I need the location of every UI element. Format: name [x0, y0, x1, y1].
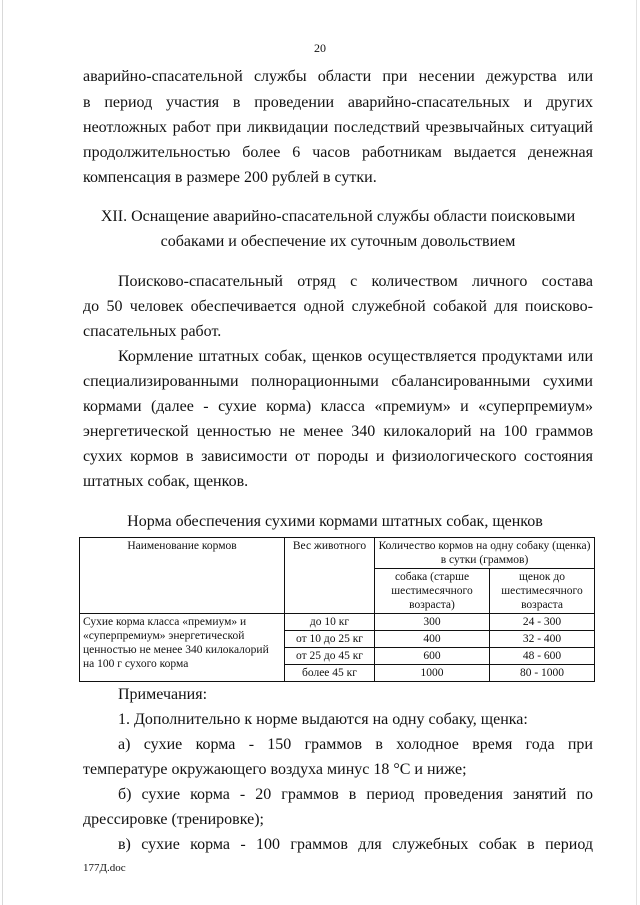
weight-cell: от 25 до 45 кг [285, 648, 375, 665]
notes-item: а) сухие корма - 150 граммов в холодное время года при [118, 736, 593, 753]
notes-item: б) сухие корма - 20 граммов в период проведения занятий по [118, 786, 593, 803]
paragraph-line: штатных собак, щенков. [83, 473, 249, 490]
adult-quantity-cell: 300 [375, 614, 490, 631]
puppy-quantity-cell: 24 - 300 [490, 614, 595, 631]
paragraph-line: спасательных работ. [83, 323, 222, 340]
paragraph-line: компенсация в размере 200 рублей в сутки. [83, 169, 377, 186]
section-title: собаками и обеспечение их суточным довольствием [160, 233, 516, 250]
section-title: XII. Оснащение аварийно-спасательной службы области поисковыми [100, 208, 576, 225]
weight-cell: от 10 до 25 кг [285, 631, 375, 648]
header-animal-weight: Вес животного [285, 538, 375, 614]
scan-edge-left [2, 0, 3, 905]
paragraph-line: аварийно-спасательной службы области при несении дежурства или [83, 68, 593, 85]
notes-heading: Примечания: [118, 686, 208, 703]
paragraph-line: сухих кормов в зависимости от породы и физиологического состояния [83, 448, 593, 465]
paragraph-line: в период участия в проведении аварийно-спасательных и других [83, 94, 593, 111]
notes-item: 1. Дополнительно к норме выдаются на одну собаку, щенка: [118, 711, 528, 728]
table-title: Норма обеспечения сухими кормами штатных собак, щенков [127, 513, 543, 530]
table-row [80, 614, 595, 631]
puppy-quantity-cell: 48 - 600 [490, 648, 595, 665]
header-feed-quantity: Количество кормов на одну собаку (щенка) в сутки (граммов) [375, 538, 595, 569]
paragraph-line: неотложных работ при ликвидации последствий чрезвычайных ситуаций [83, 119, 593, 136]
paragraph-line: Кормление штатных собак, щенков осуществляется продуктами или [118, 348, 593, 365]
adult-quantity-cell: 1000 [375, 665, 490, 682]
header-adult-dog: собака (старше шестимесячного возраста) [375, 569, 490, 614]
paragraph-line: специализированными полнорационными сбалансированными сухими [83, 373, 593, 390]
weight-cell: более 45 кг [285, 665, 375, 682]
puppy-quantity-cell: 80 - 1000 [490, 665, 595, 682]
header-puppy: щенок до шестимесячного возраста [490, 569, 595, 614]
scan-edge-right [636, 0, 637, 905]
weight-cell: до 10 кг [285, 614, 375, 631]
feed-norm-table [79, 537, 595, 682]
paragraph-line: продолжительностью более 6 часов работникам выдается денежная [83, 144, 593, 161]
footer-filename: 177Д.doc [83, 862, 126, 874]
adult-quantity-cell: 600 [375, 648, 490, 665]
paragraph-line: кормами (далее - сухие корма) класса «премиум» и «суперпремиум» [83, 398, 593, 415]
paragraph-line: до 50 человек обеспечивается одной служебной собакой для поисково- [83, 298, 593, 315]
notes-item: в) сухие корма - 100 граммов для служебных собак в период [118, 836, 593, 853]
puppy-quantity-cell: 32 - 400 [490, 631, 595, 648]
paragraph-line: энергетической ценностью не менее 340 килокалорий на 100 граммов [83, 423, 593, 440]
table-header-row [80, 538, 595, 569]
notes-item: дрессировке (тренировке); [83, 811, 264, 828]
header-feed-name: Наименование кормов [80, 538, 285, 614]
page-number: 20 [314, 41, 326, 55]
notes-item: температуре окружающего воздуха минус 18 °С и ниже; [83, 761, 467, 778]
adult-quantity-cell: 400 [375, 631, 490, 648]
paragraph-line: Поисково-спасательный отряд с количеством личного состава [118, 273, 593, 290]
feed-name-cell: Сухие корма класса «премиум» и «суперпремиум» энергетической ценностью не менее 340 килокалорий на 100 г сухого корма [80, 614, 285, 682]
